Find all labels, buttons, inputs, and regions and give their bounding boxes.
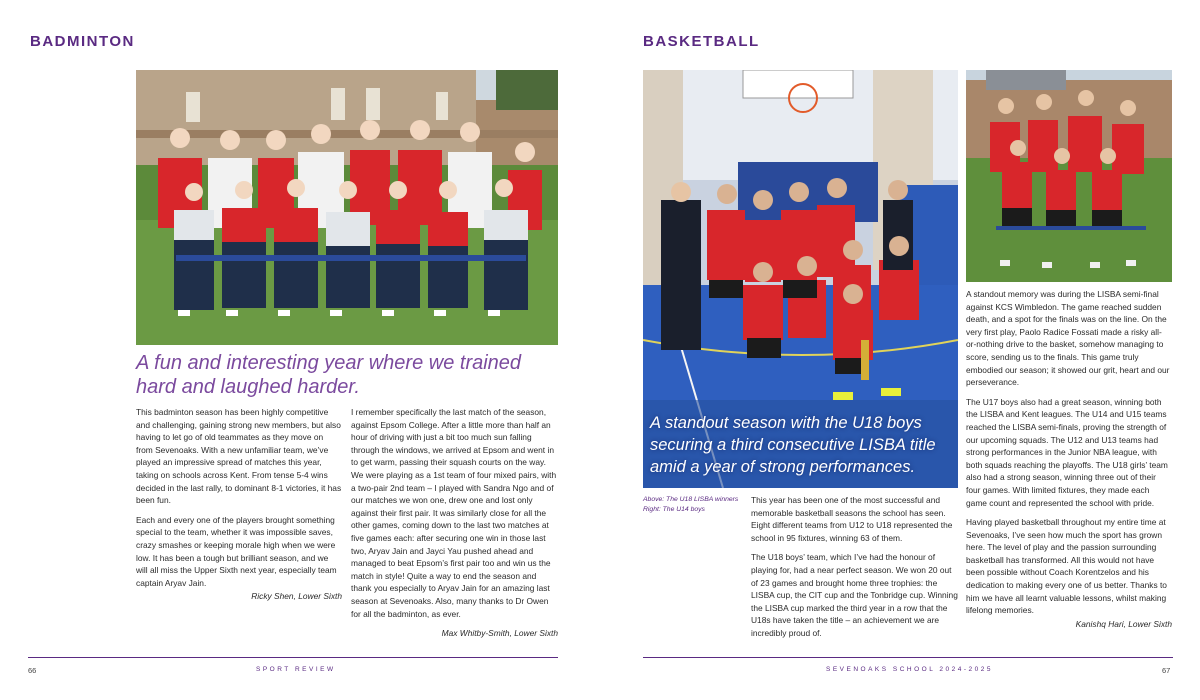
caption-above: Above: The U18 LISBA winners <box>643 496 739 503</box>
basketball-overlay-quote: A standout season with the U18 boys securing a third consecutive LISBA title amid a year of strong performances. <box>650 414 936 476</box>
badminton-section-title: BADMINTON <box>30 33 135 50</box>
left-footer-label: SPORT REVIEW <box>256 666 336 673</box>
badminton-col1-signature: Ricky Shen, Lower Sixth <box>251 591 342 602</box>
left-page-number: 66 <box>28 666 37 675</box>
basketball-col2-signature: Kanishq Hari, Lower Sixth <box>1075 618 1172 629</box>
badminton-column-1 <box>136 406 342 603</box>
badminton-team-photo <box>136 70 558 345</box>
u14-team-photo <box>966 70 1172 282</box>
basketball-col2-paragraph-3: Having played basketball throughout my entire time at Sevenoaks, I’ve seen how much the sport has grown here. The level of play and the passion surrounding basketball has transformed. All this would not have been possible without Coach Korentzelos and his dedication to making every one of us better. Thanks to him we have all learnt valuable lessons, whilst making lifelong memories. <box>966 517 1167 616</box>
basketball-col1-paragraph-1: This year has been one of the most successful and memorable basketball seasons the school has seen. Eight different teams from U12 to U18 represented the school in 95 fixtures, winning 63 of them. <box>751 495 953 543</box>
basketball-col1-paragraph-2: The U18 boys’ team, which I’ve had the honour of playing for, had a near perfect season. We won 20 out of 23 games and brought home three trophies: the LISBA cup, the CIT cup and the Tonbridge cup. Winning the LISBA cup marked the third year in a row that the U18s have taken the title – an achievement we are incredibly proud of. <box>751 552 958 638</box>
photo-captions <box>643 495 743 515</box>
right-footer-rule <box>643 657 1173 658</box>
badminton-column-2 <box>351 406 558 640</box>
basketball-section-title: BASKETBALL <box>643 33 760 50</box>
right-footer-label: SEVENOAKS SCHOOL 2024-2025 <box>826 666 994 673</box>
badminton-col2-signature: Max Whitby-Smith, Lower Sixth <box>441 628 558 639</box>
badminton-col1-paragraph-1: This badminton season has been highly competitive and challenging, gaining strong new members, but also having to let go of old teammates as they move on from Sevenoaks. With a new unfamiliar team, we’ve played an impressive spread of matches this year, taking on schools across Kent. From tense 5-4 wins decided in the last rally, to dominant 8-1 victories, it has been fun. <box>136 407 342 506</box>
badminton-col1-paragraph-2: Each and every one of the players brought something special to the team, whether it was impossible saves, crazy smashes or keeping morale high when we were low. It has been a tough but brilliant season, and we will all miss the Upper Sixth next year, especially team captain Aryav Jain. <box>136 514 337 588</box>
badminton-col2-paragraph-1: I remember specifically the last match of the season, against Epsom College. After a little more than half an hour of driving with just a bit too much sun falling through the windows, we arrived at Epsom and went in to get warm, passing their squash courts on the way. We were playing as a 1st team of four mixed pairs, with a two-pair 2nd team – I played with Sandra Ngo and of our matches we won one, drew one and lost only against their first pair. It was similarly close for all the other games, coming down to the last two matches at five games each: after securing one win in those last two, Aryav Jain and Jayci Yau pushed ahead and managed to beat Epsom’s first pair too and win us the match in style! Quite a way to end the season and thank you especially to Aryav Jain for an amazing last season at Sevenoaks. Also, many thanks to Dr Owen for all the badminton, as ever. <box>351 407 557 619</box>
basketball-column-1 <box>751 494 958 647</box>
right-page-number: 67 <box>1162 666 1171 675</box>
left-footer-rule <box>28 657 558 658</box>
badminton-pullquote: A fun and interesting year where we trained hard and laughed harder. <box>136 352 522 398</box>
caption-right: Right: The U14 boys <box>643 506 705 513</box>
basketball-col2-paragraph-2: The U17 boys also had a great season, winning both the LISBA and Kent leagues. The U14 and U15 teams reached the LISBA semi-finals, proving the strength of our upcoming squads. The U12 and U13 teams had strong performances in the Junior NBA league, with both squads reaching the playoffs. The U18 girls’ team also had a strong season, winning three out of their four games. With limited fixtures, they made each game count and represented the school with pride. <box>966 396 1168 508</box>
basketball-column-2 <box>966 288 1172 630</box>
basketball-col2-paragraph-1: A standout memory was during the LISBA semi-final against KCS Wimbledon. The game reached sudden death, and a spot for the finals was on the line. On the very first play, Paolo Radice Fossati made a risky all-or-nothing drive to the basket, somehow managing to score, sending us to the finals. This game truly embodied our season; it showed our grit, heart and our perseverance. <box>966 289 1170 388</box>
